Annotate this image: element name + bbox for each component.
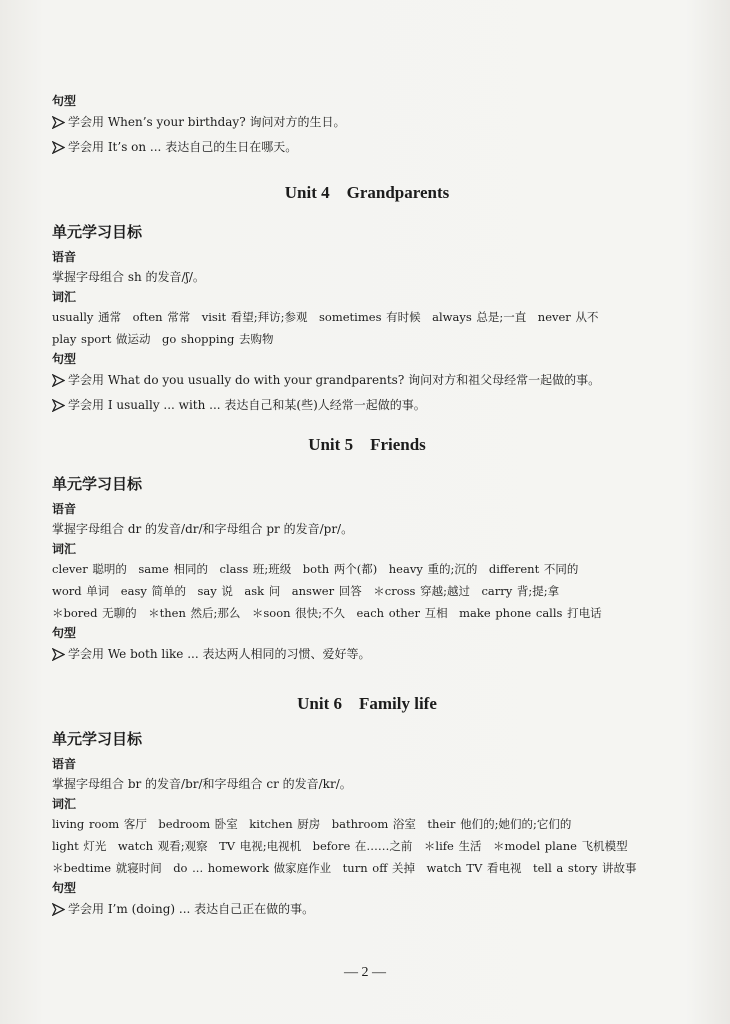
vocab-line: clever 聪明的 same 相同的 class 班;班级 both 两个(都) heavy 重的;沉的 different 不同的 — [52, 562, 579, 576]
unit3-tail-block — [52, 92, 682, 160]
unit6-title: Unit 6 Family life — [297, 694, 437, 713]
phonics-text: 掌握字母组合 dr 的发音/dr/和字母组合 pr 的发音/pr/。 — [52, 522, 354, 536]
arrow-bullet-icon — [52, 399, 65, 412]
pattern-item — [52, 642, 682, 667]
pattern-text: 学会用 I’m (doing) ... 表达自己正在做的事。 — [68, 902, 315, 916]
unit5-section-title: 单元学习目标 — [52, 475, 143, 493]
arrow-bullet-icon — [52, 141, 65, 154]
arrow-bullet-icon — [52, 374, 65, 387]
phonics-label: 语音 — [52, 757, 77, 771]
phonics-label: 语音 — [52, 250, 77, 264]
pattern-text: 学会用 It’s on ... 表达自己的生日在哪天。 — [68, 140, 298, 154]
page-number: — 2 — — [344, 965, 386, 980]
pattern-item — [52, 368, 682, 393]
pattern-text: 学会用 I usually ... with ... 表达自己和某(些)人经常一起做的事。 — [68, 398, 426, 412]
pattern-item — [52, 393, 682, 418]
unit6-block — [52, 689, 682, 922]
pattern-item — [52, 135, 682, 160]
unit5-block — [52, 430, 682, 667]
unit5-title: Unit 5 Friends — [308, 435, 426, 454]
arrow-bullet-icon — [52, 116, 65, 129]
pattern-label: 句型 — [52, 626, 77, 640]
pattern-text: 学会用 We both like ... 表达两人相同的习惯、爱好等。 — [68, 647, 371, 661]
vocab-line: light 灯光 watch 观看;观察 TV 电视;电视机 before 在……之前 ＊life 生活 ＊model plane 飞机模型 — [52, 839, 628, 853]
vocab-line: play sport 做运动 go shopping 去购物 — [52, 332, 274, 346]
vocab-line: word 单词 easy 简单的 say 说 ask 问 answer 回答 ＊cross 穿越;越过 carry 背;提;拿 — [52, 584, 560, 598]
pattern-item — [52, 110, 682, 135]
vocab-line: living room 客厅 bedroom 卧室 kitchen 厨房 bathroom 浴室 their 他们的;她们的;它们的 — [52, 817, 572, 831]
unit6-section-title: 单元学习目标 — [52, 730, 143, 748]
vocab-label: 词汇 — [52, 542, 77, 556]
vocab-line: usually 通常 often 常常 visit 看望;拜访;参观 sometimes 有时候 always 总是;一直 never 从不 — [52, 310, 599, 324]
page-content — [52, 92, 682, 922]
unit4-title: Unit 4 Grandparents — [284, 183, 450, 202]
pattern-text: 学会用 What do you usually do with your grandparents? 询问对方和祖父母经常一起做的事。 — [68, 373, 601, 387]
unit4-section-title: 单元学习目标 — [52, 223, 143, 241]
arrow-bullet-icon — [52, 903, 65, 916]
pattern-label: 句型 — [52, 881, 77, 895]
arrow-bullet-icon — [52, 648, 65, 661]
vocab-label: 词汇 — [52, 290, 77, 304]
phonics-text: 掌握字母组合 br 的发音/br/和字母组合 cr 的发音/kr/。 — [52, 777, 352, 791]
phonics-label: 语音 — [52, 502, 77, 516]
unit4-block — [52, 178, 682, 418]
vocab-label: 词汇 — [52, 797, 77, 811]
pattern-label: 句型 — [52, 352, 77, 366]
pattern-text: 学会用 When’s your birthday? 询问对方的生日。 — [68, 115, 346, 129]
pattern-label: 句型 — [52, 94, 77, 108]
vocab-line: ＊bored 无聊的 ＊then 然后;那么 ＊soon 很快;不久 each other 互相 make phone calls 打电话 — [52, 606, 602, 620]
pattern-item — [52, 897, 682, 922]
vocab-line: ＊bedtime 就寝时间 do ... homework 做家庭作业 turn off 关掉 watch TV 看电视 tell a story 讲故事 — [52, 861, 637, 875]
phonics-text: 掌握字母组合 sh 的发音/ʃ/。 — [52, 270, 205, 284]
